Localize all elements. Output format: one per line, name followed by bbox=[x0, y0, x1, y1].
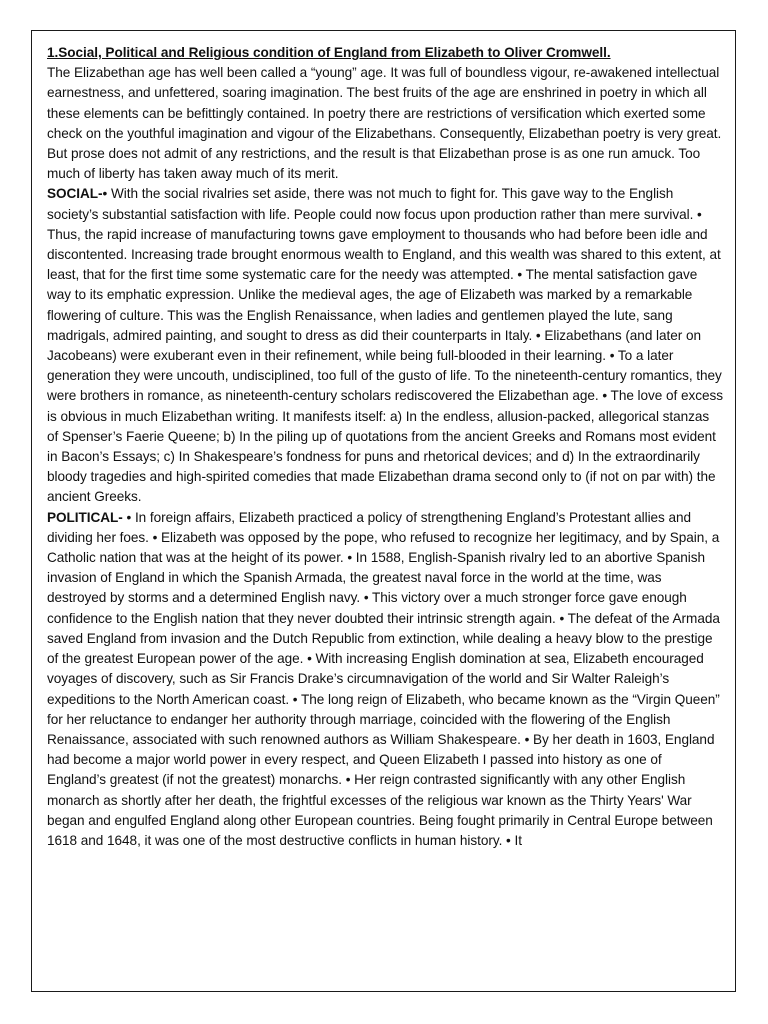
political-label: POLITICAL- bbox=[47, 509, 123, 525]
political-paragraph bbox=[47, 508, 723, 851]
document-body bbox=[47, 43, 723, 851]
social-label: SOCIAL- bbox=[47, 186, 103, 202]
document-heading: 1.Social, Political and Religious condition of England from Elizabeth to Oliver Cromwell. bbox=[47, 45, 611, 60]
social-text: • With the social rivalries set aside, there was not much to fight for. This gave way to the English society’s substantial satisfaction with life. People could now focus upon production rather than mere survival. • Thus, the rapid increase of manufacturing towns gave employment to thousands who had before been idle and discontented. Increasing trade brought enormous wealth to England, and this wealth was shared to this extent, at least, that for the first time some systematic care for the needy was attempted. • The mental satisfaction gave way to its emphatic expression. Unlike the medieval ages, the age of Elizabeth was marked by a remarkable flowering of culture. This was the English Renaissance, when ladies and gentlemen played the lute, sang madrigals, admired painting, and sought to dress as did their counterparts in Italy. • Elizabethans (and later on Jacobeans) were exuberant even in their refinement, while being full-blooded in their learning. • To a later generation they were uncouth, undisciplined, too full of the gusto of life. To the nineteenth-century romantics, they were brothers in romance, as nineteenth-century scholars rediscovered the Elizabethan age. • The love of excess is obvious in much Elizabethan writing. It manifests itself: a) In the endless, allusion-packed, allegorical stanzas of Spenser’s Faerie Queene; b) In the piling up of quotations from the ancient Greeks and Romans most evident in Bacon’s Essays; c) In Shakespeare’s fondness for puns and rhetorical devices; and d) In the extraordinarily bloody tragedies and high-spirited comedies that made Elizabethan drama second only to (if not on par with) the ancient Greeks. bbox=[47, 186, 723, 505]
political-text: • In foreign affairs, Elizabeth practiced a policy of strengthening England’s Protestant allies and dividing her foes. • Elizabeth was opposed by the pope, who refused to recognize her legitimacy, and by Spain, a Catholic nation that was at the height of its power. • In 1588, English-Spanish rivalry led to an abortive Spanish invasion of England in which the Spanish Armada, the greatest naval force in the world at the time, was destroyed by storms and a determined English navy. • This victory over a much stronger force gave enough confidence to the English nation that they never doubted their intrinsic strength again. • The defeat of the Armada saved England from invasion and the Dutch Republic from extinction, while dealing a heavy blow to the prestige of the greatest European power of the age. • With increasing English domination at sea, Elizabeth encouraged voyages of discovery, such as Sir Francis Drake’s circumnavigation of the world and Sir Walter Raleigh’s expeditions to the North American coast. • The long reign of Elizabeth, who became known as the “Virgin Queen” for her reluctance to endanger her authority through marriage, coincided with the flowering of the English Renaissance, associated with such renowned authors as William Shakespeare. • By her death in 1603, England had become a major world power in every respect, and Queen Elizabeth I passed into history as one of England’s greatest (if not the greatest) monarchs. • Her reign contrasted significantly with any other English monarch as shortly after her death, the frightful excesses of the religious war known as the Thirty Years' War began and engulfed England along other European countries. Being fought primarily in Central Europe between 1618 and 1648, it was one of the most destructive conflicts in human history. • It bbox=[47, 509, 720, 848]
intro-paragraph: The Elizabethan age has well been called a “young” age. It was full of boundless vigour, re-awakened intellectual earnestness, and unfettered, soaring imagination. The best fruits of the age are enshrined in poetry in which all these elements can be befittingly contained. In poetry there are restrictions of versification which exerted some check on the youthful imagination and vigour of the Elizabethans. Consequently, Elizabethan poetry is very great. But prose does not admit of any restrictions, and the result is that Elizabethan prose is as one run amuck. Too much of liberty has taken away much of its merit. bbox=[47, 65, 722, 182]
social-paragraph bbox=[47, 184, 723, 507]
